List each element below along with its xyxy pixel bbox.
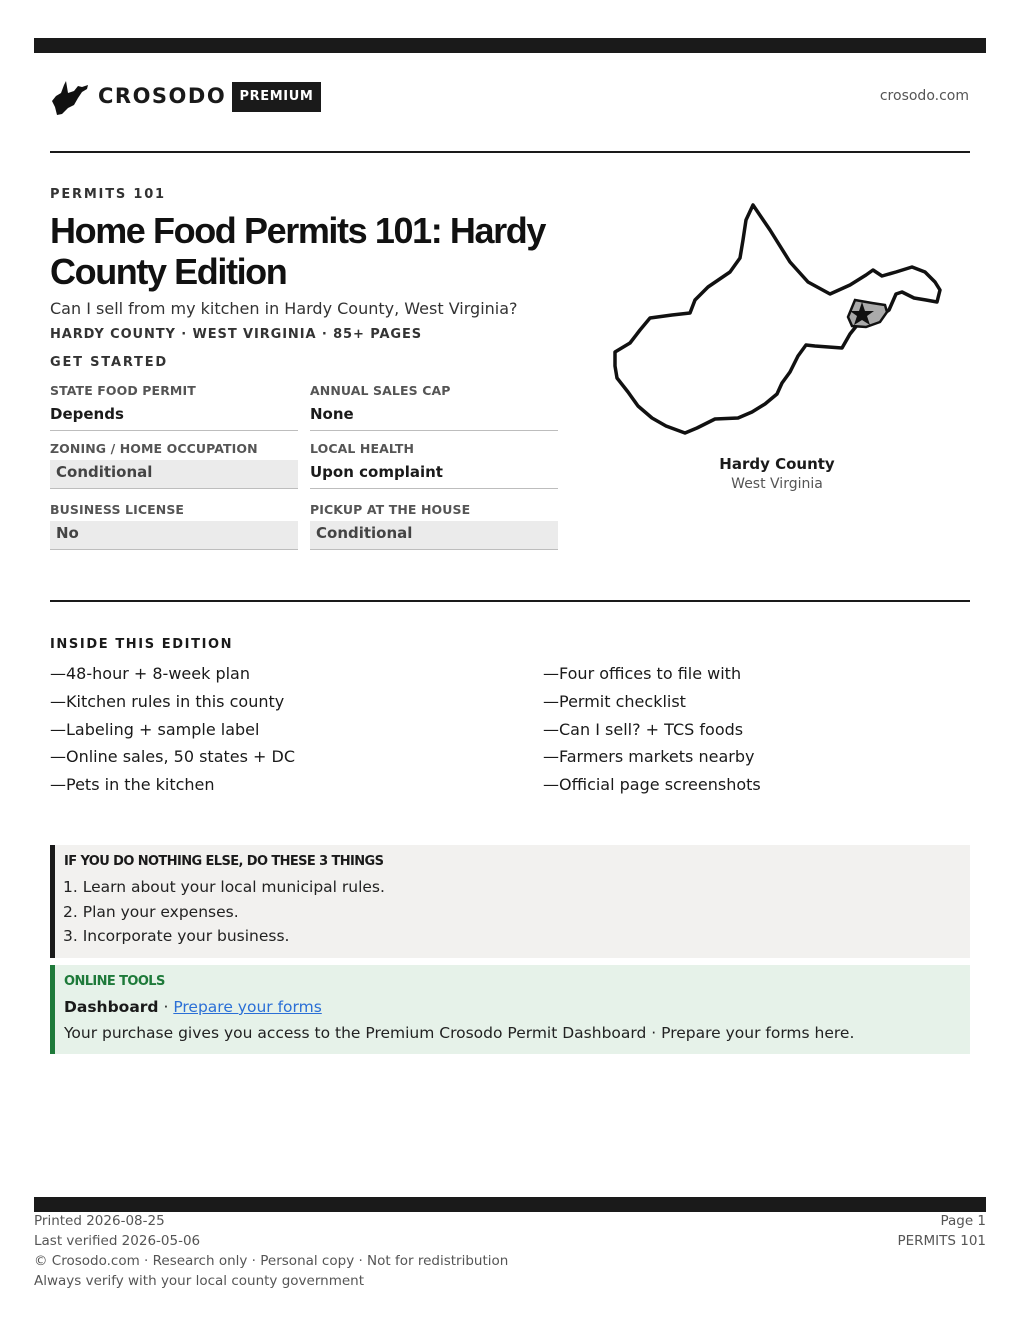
bottom-rule-bar bbox=[34, 1197, 986, 1212]
fact-annual-sales-cap bbox=[310, 383, 558, 431]
west-virginia-silhouette-icon bbox=[52, 81, 88, 115]
toc-right-column bbox=[543, 664, 761, 803]
footer-left bbox=[34, 1211, 508, 1291]
verified-date: Last verified 2026-05-06 bbox=[34, 1233, 201, 1249]
list-item: —Labeling + sample label bbox=[50, 719, 260, 739]
state-outline bbox=[615, 205, 940, 433]
state-locator-map bbox=[606, 200, 948, 440]
list-item: —Kitchen rules in this county bbox=[50, 691, 285, 711]
prepare-forms-link[interactable]: Prepare your forms bbox=[173, 998, 322, 1016]
fact-label: ZONING / HOME OCCUPATION bbox=[50, 441, 258, 456]
edition-meta: HARDY COUNTY · WEST VIRGINIA · 85+ PAGES bbox=[50, 327, 423, 342]
list-item: —Pets in the kitchen bbox=[50, 775, 215, 795]
verify-note: Always verify with your local county government bbox=[34, 1273, 364, 1289]
premium-badge: PREMIUM bbox=[232, 82, 321, 112]
dashboard-label: Dashboard bbox=[64, 998, 159, 1016]
inside-heading: INSIDE THIS EDITION bbox=[50, 637, 234, 652]
list-item: —Farmers markets nearby bbox=[543, 747, 755, 767]
three-things-callout bbox=[50, 845, 970, 958]
map-state-name: West Virginia bbox=[731, 476, 823, 492]
fact-label: PICKUP AT THE HOUSE bbox=[310, 502, 471, 517]
printed-date: Printed 2026-08-25 bbox=[34, 1213, 165, 1229]
list-item: —Can I sell? + TCS foods bbox=[543, 719, 744, 739]
fact-value: Conditional bbox=[50, 460, 298, 489]
tools-description: Your purchase gives you access to the Premium Crosodo Permit Dashboard · Prepare your forms here. bbox=[64, 1024, 855, 1042]
toc-left-column bbox=[50, 664, 295, 803]
fact-label: STATE FOOD PERMIT bbox=[50, 383, 196, 398]
list-item: —Four offices to file with bbox=[543, 664, 742, 683]
callout-heading: IF YOU DO NOTHING ELSE, DO THESE 3 THINGS bbox=[64, 854, 384, 869]
fact-label: LOCAL HEALTH bbox=[310, 441, 415, 456]
fact-pickup-at-house bbox=[310, 502, 558, 550]
fact-value: No bbox=[50, 521, 298, 550]
list-item: 2. Plan your expenses. bbox=[63, 903, 239, 921]
fact-state-food-permit bbox=[50, 383, 298, 431]
footer-section: PERMITS 101 bbox=[897, 1233, 986, 1249]
fact-local-health bbox=[310, 441, 558, 489]
fact-value: Depends bbox=[50, 402, 298, 431]
fact-value: Conditional bbox=[310, 521, 558, 550]
fact-zoning bbox=[50, 441, 298, 489]
fact-label: ANNUAL SALES CAP bbox=[310, 383, 451, 398]
site-url[interactable]: crosodo.com bbox=[879, 88, 969, 104]
fact-business-license bbox=[50, 502, 298, 550]
tools-heading: ONLINE TOOLS bbox=[64, 974, 165, 989]
list-item: —Official page screenshots bbox=[543, 775, 761, 795]
page-subtitle: Can I sell from my kitchen in Hardy County, West Virginia? bbox=[50, 299, 518, 318]
tools-links-row bbox=[64, 998, 322, 1016]
page-number: Page 1 bbox=[940, 1213, 986, 1229]
top-rule-bar bbox=[34, 38, 986, 53]
list-item: —Online sales, 50 states + DC bbox=[50, 747, 296, 767]
list-item: —48-hour + 8-week plan bbox=[50, 664, 250, 683]
list-item: —Permit checklist bbox=[543, 691, 686, 711]
fact-value: Upon complaint bbox=[310, 460, 558, 489]
list-item: 3. Incorporate your business. bbox=[63, 927, 290, 945]
get-started-heading: GET STARTED bbox=[50, 355, 168, 370]
fact-label: BUSINESS LICENSE bbox=[50, 502, 185, 517]
footer-right bbox=[897, 1211, 986, 1251]
fact-value: None bbox=[310, 402, 558, 431]
page-title: Home Food Permits 101: Hardy County Edition bbox=[50, 210, 545, 292]
separator: · bbox=[158, 998, 174, 1016]
header-divider bbox=[50, 151, 970, 153]
list-item: 1. Learn about your local municipal rules. bbox=[63, 878, 385, 896]
map-county-name: Hardy County bbox=[719, 455, 835, 473]
section-divider bbox=[50, 600, 970, 602]
brand-name: CROSODO bbox=[98, 84, 227, 108]
copyright: © Crosodo.com · Research only · Personal copy · Not for redistribution bbox=[34, 1253, 509, 1269]
section-eyebrow: PERMITS 101 bbox=[50, 187, 166, 202]
online-tools-callout bbox=[50, 965, 970, 1054]
